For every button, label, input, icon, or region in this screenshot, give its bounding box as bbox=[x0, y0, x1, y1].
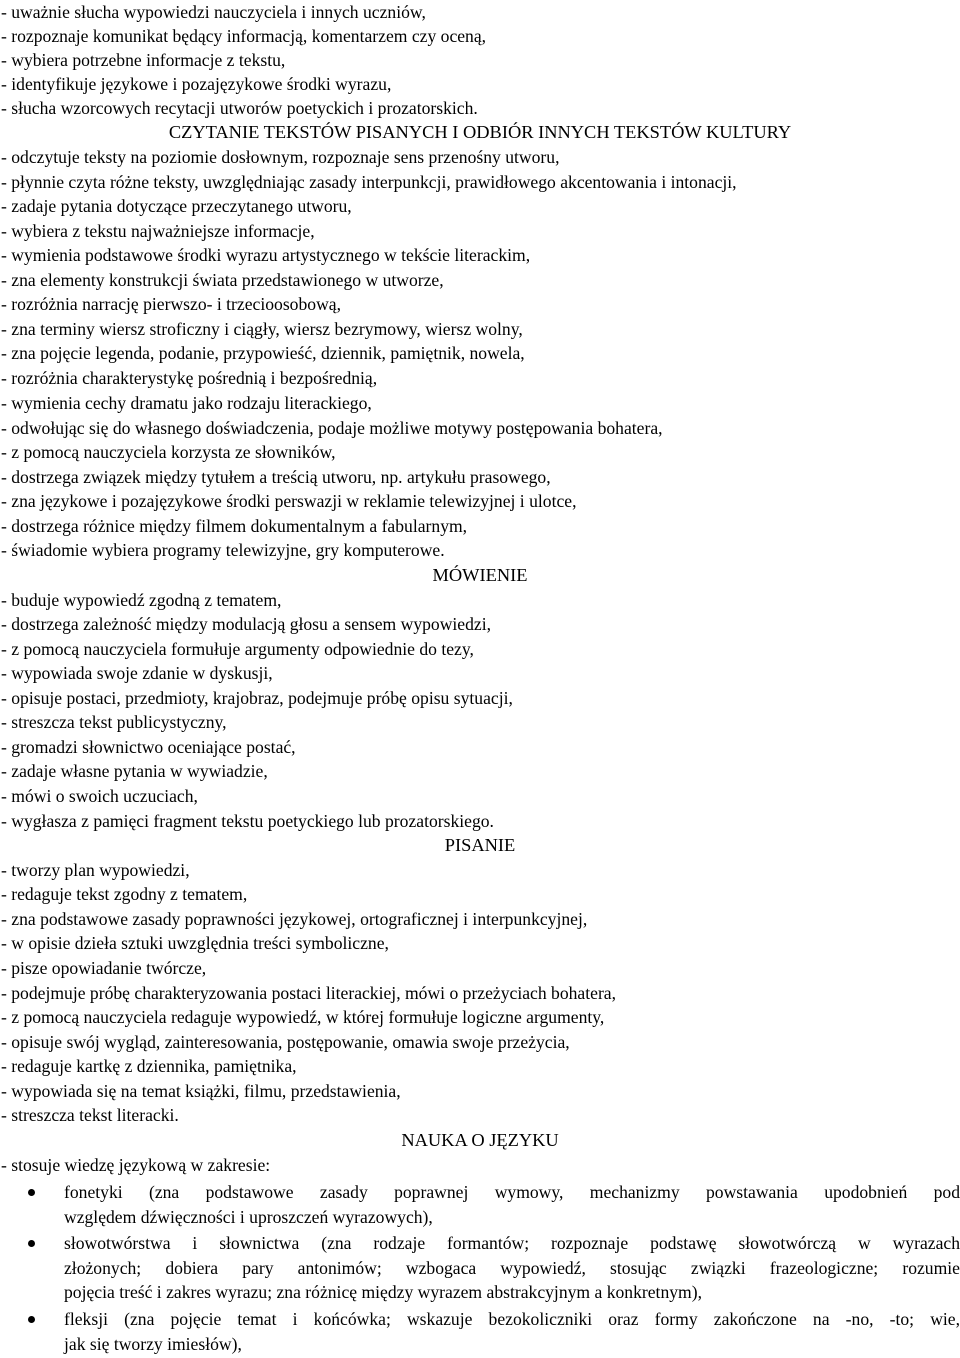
bullet-text bbox=[64, 1180, 960, 1229]
bullet-text-line: złożonych; dobiera pary antonimów; wzbogaca wypowiedź, stosując związki frazeologiczne; rozumie bbox=[64, 1257, 960, 1278]
list-item: - mówi o swoich uczuciach, bbox=[1, 786, 198, 806]
list-item: - rozróżnia charakterystykę pośrednią i bezpośrednią, bbox=[1, 368, 378, 388]
list-item: - streszcza tekst literacki. bbox=[1, 1105, 179, 1125]
list-item: - podejmuje próbę charakteryzowania postaci literackiej, mówi o przeżyciach bohatera, bbox=[1, 983, 617, 1003]
section-heading-language: NAUKA O JĘZYKU bbox=[401, 1130, 559, 1150]
list-item: - redaguje kartkę z dziennika, pamiętnika, bbox=[1, 1056, 297, 1076]
list-item: - dostrzega różnice między filmem dokumentalnym a fabularnym, bbox=[1, 516, 468, 536]
list-item: - buduje wypowiedź zgodną z tematem, bbox=[1, 590, 282, 610]
list-item: - rozróżnia narrację pierwszo- i trzecioosobową, bbox=[1, 294, 341, 314]
bullet-icon bbox=[28, 1189, 35, 1196]
list-item: - w opisie dzieła sztuki uwzględnia treści symboliczne, bbox=[1, 933, 389, 953]
list-item: - stosuje wiedzę językową w zakresie: bbox=[1, 1155, 271, 1175]
list-item: - wymienia cechy dramatu jako rodzaju literackiego, bbox=[1, 393, 372, 413]
list-item: - pisze opowiadanie twórcze, bbox=[1, 958, 207, 978]
list-item: - zna terminy wiersz stroficzny i ciągły, wiersz bezrymowy, wiersz wolny, bbox=[1, 319, 523, 339]
section-heading-reading: CZYTANIE TEKSTÓW PISANYCH I ODBIÓR INNYCH TEKSTÓW KULTURY bbox=[168, 122, 792, 142]
bullet-text-line: fonetyki (zna podstawowe zasady poprawnej wymowy, mechanizmy powstawania upodobnień pod bbox=[64, 1182, 960, 1202]
list-item: - zadaje własne pytania w wywiadzie, bbox=[1, 761, 268, 781]
bullet-text bbox=[64, 1231, 960, 1305]
bullet-text-line: pojęcia treść i zakres wyrazu; zna różnicę między wyrazem abstrakcyjnym a konkretnym), bbox=[64, 1282, 702, 1302]
list-item: - zna podstawowe zasady poprawności językowej, ortograficznej i interpunkcyjnej, bbox=[1, 909, 588, 929]
list-item: - tworzy plan wypowiedzi, bbox=[1, 860, 190, 880]
section-heading-speaking: MÓWIENIE bbox=[432, 565, 528, 585]
bullet-icon bbox=[28, 1316, 35, 1323]
list-item: - płynnie czyta różne teksty, uwzględniając zasady interpunkcji, prawidłowego akcentowania i intonacji, bbox=[1, 172, 737, 192]
list-item: - z pomocą nauczyciela redaguje wypowiedź, w której formułuje logiczne argumenty, bbox=[1, 1007, 605, 1027]
list-item: - streszcza tekst publicystyczny, bbox=[1, 712, 227, 732]
list-item: - uważnie słucha wypowiedzi nauczyciela i innych uczniów, bbox=[1, 2, 426, 22]
list-item: - wybiera z tekstu najważniejsze informacje, bbox=[1, 221, 315, 241]
list-item: - słucha wzorcowych recytacji utworów poetyckich i prozatorskich. bbox=[1, 98, 478, 118]
list-item: - dostrzega związek między tytułem a treścią utworu, np. artykułu prasowego, bbox=[1, 467, 551, 487]
bullet-text bbox=[64, 1307, 960, 1356]
bullet-text-line: fleksji (zna pojęcie temat i końcówka; wskazuje bezokoliczniki oraz formy zakończone na -no, -to; wie, bbox=[64, 1309, 960, 1329]
list-item: - zna językowe i pozajęzykowe środki perswazji w reklamie telewizyjnej i ulotce, bbox=[1, 491, 577, 511]
bullet-text-line: słowotwórstwa i słownictwa (zna rodzaje formantów; rozpoznaje podstawę słowotwórczą w wyrazach bbox=[64, 1233, 960, 1253]
list-item: - identyfikuje językowe i pozajęzykowe środki wyrazu, bbox=[1, 74, 392, 94]
list-item: - dostrzega zależność między modulacją głosu a sensem wypowiedzi, bbox=[1, 614, 492, 634]
list-item: - zna elementy konstrukcji świata przedstawionego w utworze, bbox=[1, 270, 444, 290]
list-item: - wymienia podstawowe środki wyrazu artystycznego w tekście literackim, bbox=[1, 245, 531, 265]
list-item: - z pomocą nauczyciela korzysta ze słowników, bbox=[1, 442, 336, 462]
list-item: - świadomie wybiera programy telewizyjne, gry komputerowe. bbox=[1, 540, 445, 560]
list-item: - zna pojęcie legenda, podanie, przypowieść, dziennik, pamiętnik, nowela, bbox=[1, 343, 525, 363]
list-item: - z pomocą nauczyciela formułuje argumenty odpowiednie do tezy, bbox=[1, 639, 474, 659]
list-item: - rozpoznaje komunikat będący informacją, komentarzem czy oceną, bbox=[1, 26, 487, 46]
list-item: - wypowiada swoje zdanie w dyskusji, bbox=[1, 663, 273, 683]
list-item: - gromadzi słownictwo oceniające postać, bbox=[1, 737, 296, 757]
list-item: - wybiera potrzebne informacje z tekstu, bbox=[1, 50, 286, 70]
list-item: - redaguje tekst zgodny z tematem, bbox=[1, 884, 248, 904]
list-item: - odczytuje teksty na poziomie dosłownym, rozpoznaje sens przenośny utworu, bbox=[1, 147, 560, 167]
list-item: - zadaje pytania dotyczące przeczytanego utworu, bbox=[1, 196, 352, 216]
section-heading-writing: PISANIE bbox=[444, 835, 516, 855]
bullet-text-line: jak się tworzy imiesłów), bbox=[64, 1333, 242, 1354]
list-item: - wygłasza z pamięci fragment tekstu poetyckiego lub prozatorskiego. bbox=[1, 811, 494, 831]
list-item: - odwołując się do własnego doświadczenia, podaje możliwe motywy postępowania bohatera, bbox=[1, 418, 663, 438]
list-item: - opisuje postaci, przedmioty, krajobraz, podejmuje próbę opisu sytuacji, bbox=[1, 688, 513, 708]
bullet-icon bbox=[28, 1240, 35, 1247]
bullet-text-line: względem dźwięczności i uproszczeń wyrazowych), bbox=[64, 1206, 433, 1227]
list-item: - opisuje swój wygląd, zainteresowania, postępowanie, omawia swoje przeżycia, bbox=[1, 1032, 570, 1052]
list-item: - wypowiada się na temat książki, filmu, przedstawienia, bbox=[1, 1081, 401, 1101]
